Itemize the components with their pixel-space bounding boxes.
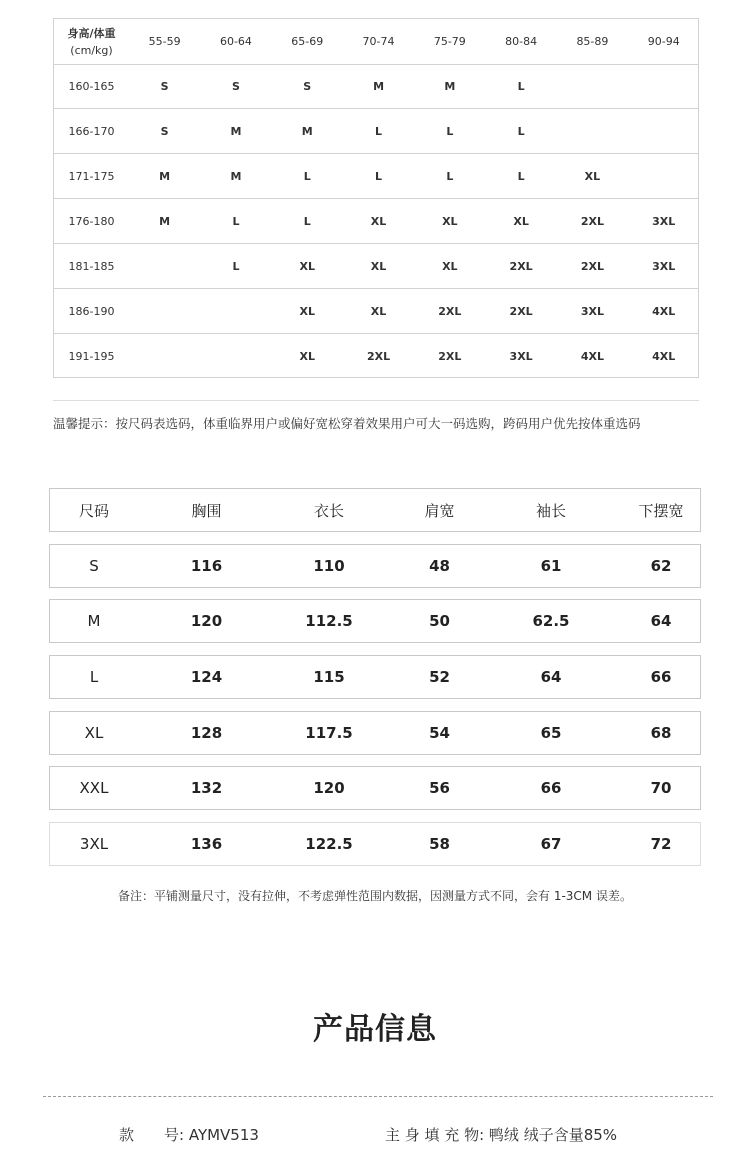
weight-header: 70-74 (362, 35, 395, 48)
size-cell: 2XL (580, 214, 604, 228)
size-cell: 2XL (580, 259, 604, 273)
size-cell: XL (299, 349, 315, 363)
size-cell: L (446, 124, 454, 138)
size-recommendation-table (53, 18, 699, 378)
grid-row (54, 334, 698, 378)
measurement-size: L (89, 668, 99, 686)
size-cell: XL (370, 214, 387, 228)
grid-corner-label (54, 25, 129, 59)
size-cell: L (303, 169, 311, 183)
size-cell: S (160, 80, 169, 93)
size-cell: M (373, 80, 385, 93)
height-range: 160-165 (68, 80, 115, 93)
measurement-value: 112.5 (305, 612, 353, 630)
size-cell: XL (584, 169, 601, 183)
measurement-value: 128 (190, 724, 223, 742)
measurement-value: 120 (190, 612, 223, 630)
size-cell: 2XL (438, 349, 462, 363)
size-cell: 3XL (509, 349, 533, 363)
measurement-row (49, 766, 701, 810)
size-cell: L (517, 169, 525, 183)
style-number (119, 1124, 259, 1145)
size-cell: M (444, 80, 456, 93)
size-cell: 4XL (652, 349, 676, 363)
measurement-value: 115 (313, 668, 345, 686)
size-cell: XL (370, 304, 387, 318)
size-cell: S (303, 80, 312, 93)
size-cell: 2XL (366, 349, 391, 363)
measurement-header: 袖长 (535, 501, 566, 520)
height-range: 176-180 (68, 214, 115, 228)
measurement-value: 56 (429, 779, 450, 797)
grid-row (54, 199, 698, 244)
style-number-label: 款 号: (119, 1126, 185, 1144)
size-cell: XL (442, 214, 458, 228)
measurement-value: 52 (429, 668, 450, 686)
measurement-value: 54 (429, 724, 450, 742)
dashed-divider (43, 1096, 713, 1097)
measurement-row (49, 822, 701, 866)
weight-header: 75-79 (433, 35, 466, 48)
measurement-header: 下摆宽 (638, 501, 684, 520)
measurement-size: XXL (79, 779, 109, 797)
grid-header-row (54, 19, 698, 65)
size-cell: XL (299, 259, 315, 273)
filling-label: 主 身 填 充 物: (385, 1126, 485, 1144)
corner-label-line2: (cm/kg) (70, 43, 113, 57)
weight-header: 60-64 (219, 35, 252, 48)
measurement-size: S (89, 557, 99, 575)
measurement-value: 50 (429, 612, 450, 630)
corner-label-line1: 身高/体重 (67, 26, 116, 40)
weight-header: 85-89 (576, 35, 609, 48)
measurement-value: 117.5 (305, 724, 353, 742)
size-cell: L (375, 124, 383, 138)
size-cell: L (303, 214, 311, 228)
size-cell: M (159, 169, 171, 183)
measurement-header: 尺码 (78, 501, 109, 520)
grid-row (54, 109, 698, 154)
measurement-size: 3XL (79, 835, 109, 853)
weight-header: 90-94 (647, 35, 680, 48)
measurement-header: 胸围 (191, 501, 222, 520)
filling-value: 鸭绒 绒子含量85% (488, 1126, 618, 1144)
size-cell: 2XL (509, 259, 533, 273)
measurement-value: 64 (540, 668, 562, 686)
measurement-value: 124 (190, 668, 223, 686)
measurement-value: 64 (650, 612, 672, 630)
grid-row (54, 65, 698, 109)
size-cell: XL (370, 259, 387, 273)
measurement-value: 61 (540, 557, 562, 575)
size-cell: L (517, 124, 525, 138)
product-info-title: 产品信息 (313, 1012, 437, 1047)
measurement-header-row (49, 488, 701, 532)
size-cell: M (230, 124, 242, 138)
measurement-row (49, 711, 701, 755)
size-cell: S (160, 124, 169, 138)
measurement-row (49, 655, 701, 699)
measurement-value: 62 (650, 557, 672, 575)
size-cell: M (159, 214, 171, 228)
size-cell: XL (299, 304, 315, 318)
measurement-value: 70 (650, 779, 672, 797)
size-cell: L (232, 259, 240, 273)
measurement-value: 132 (190, 779, 223, 797)
measurement-value: 72 (650, 835, 672, 853)
measurement-header: 肩宽 (424, 501, 455, 520)
height-range: 181-185 (68, 259, 115, 273)
measurement-value: 136 (190, 835, 223, 853)
grid-row (54, 244, 698, 289)
measurement-value: 120 (313, 779, 345, 797)
height-range: 171-175 (68, 169, 115, 183)
size-cell: L (375, 169, 383, 183)
measurement-row (49, 544, 701, 588)
weight-header: 65-69 (291, 35, 324, 48)
size-cell: L (446, 169, 454, 183)
size-tip: 温馨提示：按尺码表选码，体重临界用户或偏好宽松穿着效果用户可大一码选购，跨码用户优先按体重选码 (53, 416, 641, 431)
measurement-size: XL (84, 724, 104, 742)
weight-header: 55-59 (148, 35, 181, 48)
measurement-value: 66 (650, 668, 672, 686)
size-cell: S (231, 80, 240, 93)
size-cell: 2XL (438, 304, 462, 318)
measurement-row (49, 599, 701, 643)
height-range: 166-170 (68, 124, 115, 138)
size-cell: L (232, 214, 240, 228)
measurement-value: 110 (313, 557, 345, 575)
divider (53, 400, 699, 401)
size-cell: 3XL (652, 214, 676, 228)
size-cell: M (230, 169, 242, 183)
style-number-value: AYMV513 (188, 1126, 259, 1144)
size-cell: M (301, 124, 313, 138)
measurement-value: 68 (650, 724, 672, 742)
size-cell: L (517, 80, 525, 93)
size-cell: XL (442, 259, 458, 273)
filling-info (385, 1124, 617, 1145)
size-cell: 3XL (652, 259, 676, 273)
measurement-value: 48 (429, 557, 450, 575)
size-cell: 4XL (580, 349, 604, 363)
size-cell: 2XL (509, 304, 533, 318)
measurement-value: 122.5 (305, 835, 353, 853)
height-range: 186-190 (68, 304, 115, 318)
grid-row (54, 289, 698, 334)
measurement-value: 58 (429, 835, 450, 853)
grid-row (54, 154, 698, 199)
height-range: 191-195 (68, 349, 115, 363)
measurement-value: 65 (540, 724, 562, 742)
measurement-value: 67 (540, 835, 562, 853)
size-cell: XL (513, 214, 529, 228)
measurement-note: 备注：平铺测量尺寸，没有拉伸，不考虑弹性范围内数据，因测量方式不同，会有 1-3CM 误差。 (118, 889, 632, 903)
measurement-value: 116 (190, 557, 223, 575)
size-cell: 4XL (652, 304, 676, 318)
measurement-value: 66 (540, 779, 562, 797)
size-cell: 3XL (580, 304, 604, 318)
measurement-value: 62.5 (532, 612, 570, 630)
weight-header: 80-84 (505, 35, 538, 48)
measurement-size: M (87, 612, 101, 630)
measurement-header: 衣长 (313, 501, 344, 520)
